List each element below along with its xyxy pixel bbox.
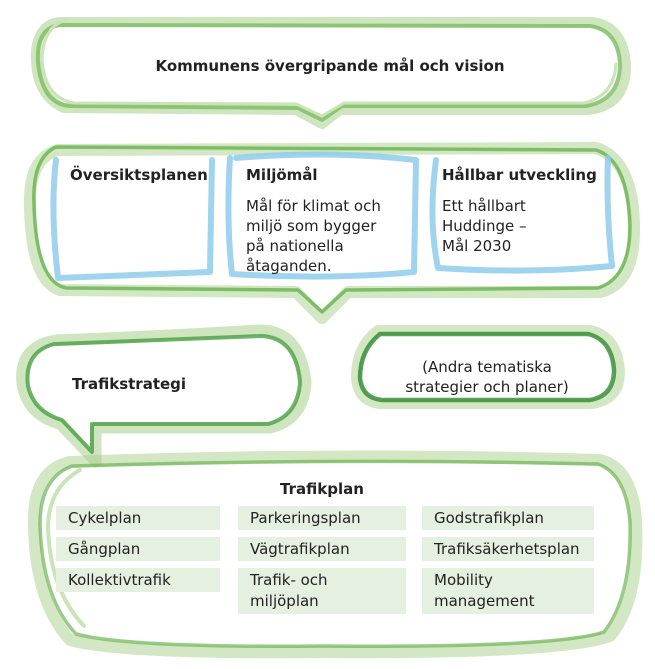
plan-title-miljomal: Miljömål	[246, 166, 318, 184]
trafikplan-title: Trafikplan	[280, 480, 364, 498]
text-line: miljö som bygger	[246, 217, 377, 235]
other-strategies-text	[372, 357, 602, 397]
text-line: miljöplan	[250, 592, 319, 610]
plan-text-miljomal	[246, 196, 381, 276]
plan-text-hallbar	[442, 196, 527, 256]
text-line: strategier och planer)	[405, 378, 569, 396]
text-line: åtaganden.	[246, 257, 332, 275]
cell-mobility-management	[422, 568, 594, 614]
text-line: Ett hållbart	[442, 197, 526, 215]
text-line: Huddinge –	[442, 217, 527, 235]
cell-godstrafikplan: Godstrafikplan	[422, 506, 594, 530]
text-line: (Andra tematiska	[422, 358, 552, 376]
cell-trafiksakerhetsplan: Trafiksäkerhetsplan	[422, 537, 594, 561]
text-line: Mål 2030	[442, 237, 512, 255]
cell-kollektivtrafik: Kollektivtrafik	[56, 568, 220, 592]
text-line: på nationella	[246, 237, 344, 255]
vision-title: Kommunens övergripande mål och vision	[155, 57, 505, 75]
plan-title-oversiktsplanen: Översiktsplanen	[70, 166, 208, 184]
text-line: Trafik- och	[250, 571, 328, 589]
cell-trafik-miljoplan	[238, 568, 406, 614]
text-line: management	[434, 592, 535, 610]
cell-vagtrafikplan: Vägtrafikplan	[238, 537, 406, 561]
cell-gangplan: Gångplan	[56, 537, 220, 561]
cell-parkeringsplan: Parkeringsplan	[238, 506, 406, 530]
text-line: Mål för klimat och	[246, 197, 381, 215]
text-line: Mobility	[434, 571, 493, 589]
plan-title-hallbar: Hållbar utveckling	[442, 166, 597, 184]
strategy-title: Trafikstrategi	[72, 375, 187, 393]
strategy-bubble-shape	[22, 330, 306, 462]
cell-cykelplan: Cykelplan	[56, 506, 220, 530]
